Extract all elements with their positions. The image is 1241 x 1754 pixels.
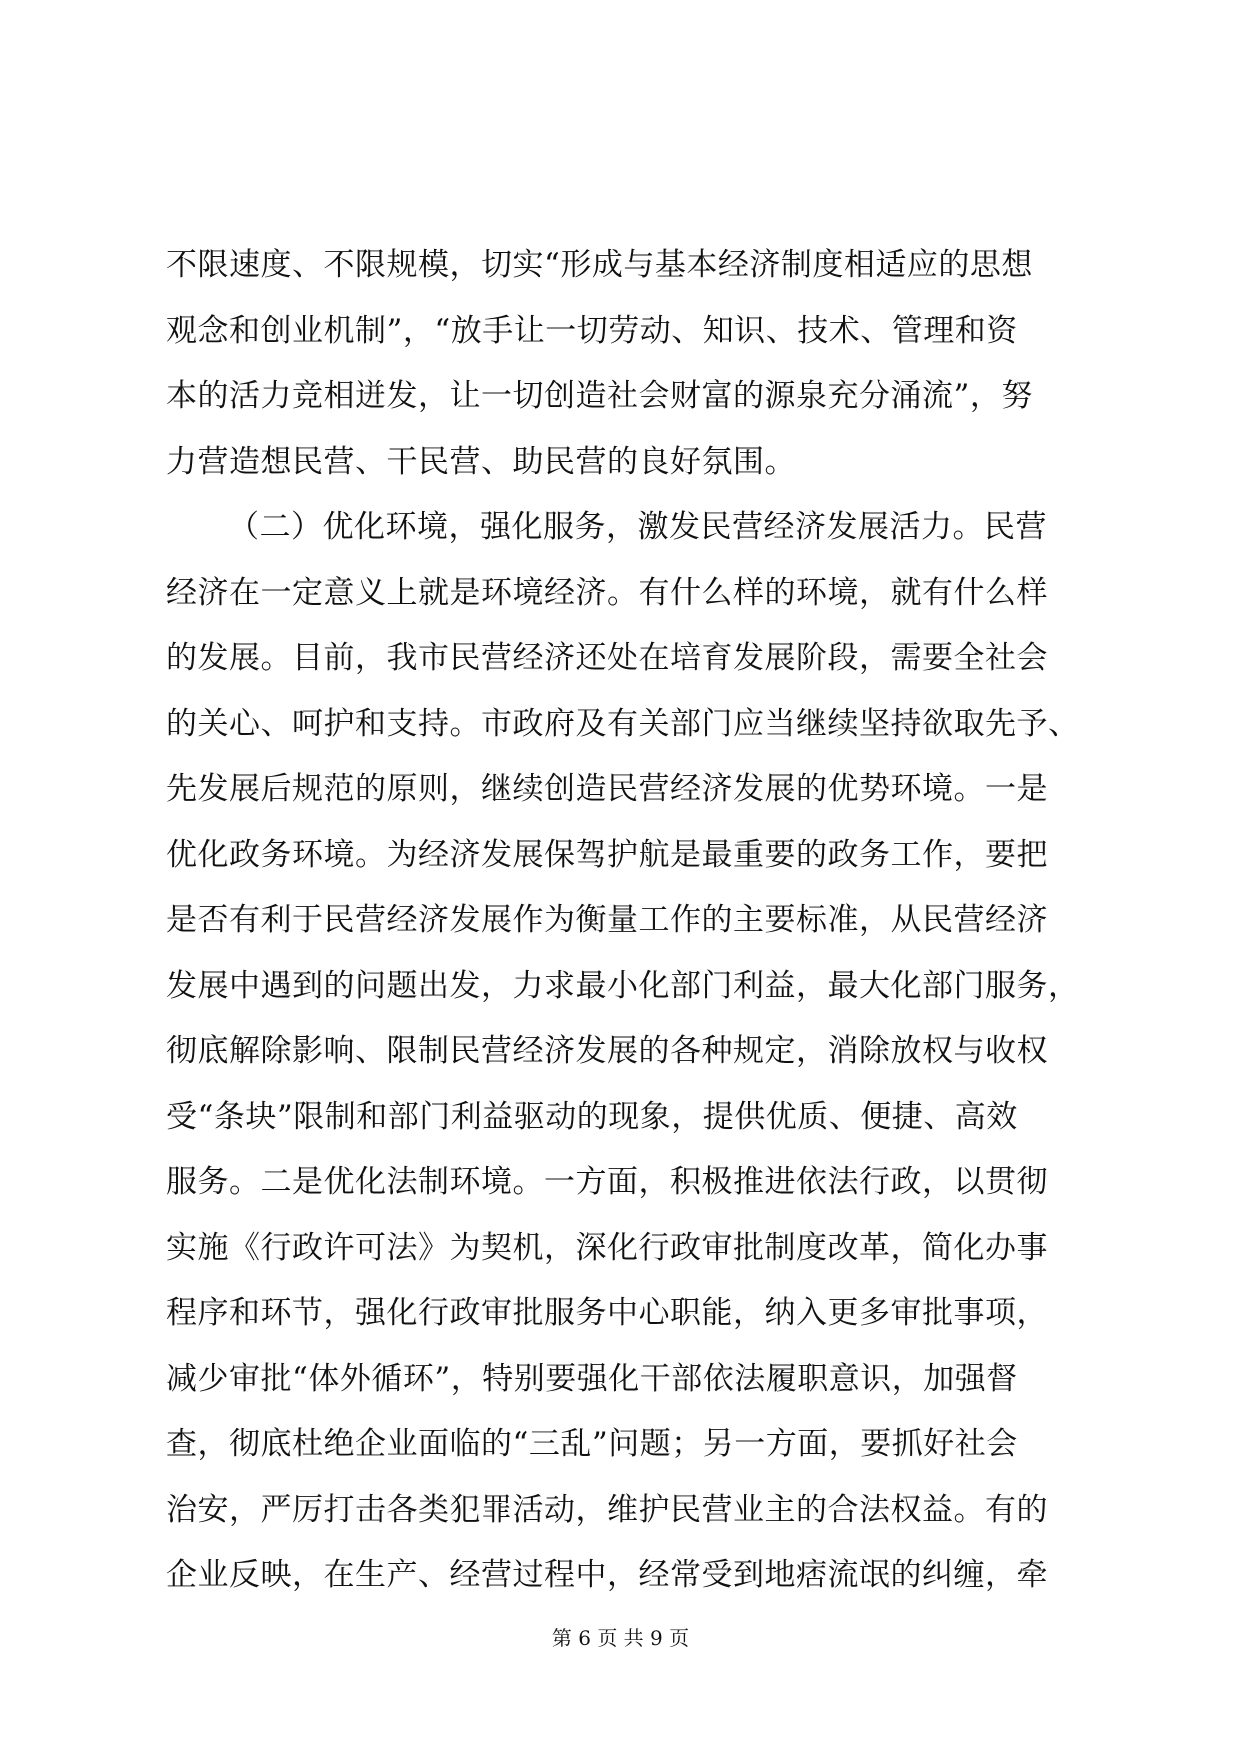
text-line: 本的活力竞相迸发，让一切创造社会财富的源泉充分涌流”，努 (166, 378, 1033, 414)
text-line: 发展中遇到的问题出发，力求最小化部门利益，最大化部门服务， (166, 967, 1080, 1004)
text-line: 力营造想民营、干民营、助民营的良好氛围。 (166, 443, 796, 480)
text-line: 经济在一定意义上就是环境经济。有什么样的环境，就有什么样 (166, 574, 1048, 611)
text-line: 的关心、呵护和支持。市政府及有关部门应当继续坚持欲取先予、 (166, 705, 1080, 742)
text-line: 观念和创业机制”，“放手让一切劳动、知识、技术、管理和资 (166, 312, 1018, 349)
text-line: 查，彻底杜绝企业面临的“三乱”问题；另一方面，要抓好社会 (166, 1426, 1018, 1462)
section-heading-line: （二）优化环境，强化服务，激发民营经济发展活力。民营 (228, 509, 1047, 545)
text-line: 治安，严厉打击各类犯罪活动，维护民营业主的合法权益。有的 (166, 1491, 1048, 1528)
page-number-footer: 第 6 页 共 9 页 (551, 1626, 690, 1650)
text-line: 先发展后规范的原则，继续创造民营经济发展的优势环境。一是 (166, 771, 1048, 807)
text-line: 受“条块”限制和部门利益驱动的现象，提供优质、便捷、高效 (166, 1098, 1018, 1135)
text-line: 服务。二是优化法制环境。一方面，积极推进依法行政，以贯彻 (166, 1164, 1048, 1200)
text-line: 减少审批“体外循环”，特别要强化干部依法履职意识，加强督 (166, 1360, 1018, 1397)
body-text (166, 233, 1078, 1609)
text-line: 程序和环节，强化行政审批服务中心职能，纳入更多审批事项， (166, 1295, 1048, 1331)
text-line: 实施《行政许可法》为契机，深化行政审批制度改革，简化办事 (166, 1229, 1048, 1266)
text-line: 是否有利于民营经济发展作为衡量工作的主要标准，从民营经济 (166, 902, 1048, 938)
text-line: 优化政务环境。为经济发展保驾护航是最重要的政务工作，要把 (166, 836, 1048, 873)
text-line: 不限速度、不限规模，切实“形成与基本经济制度相适应的思想 (166, 247, 1033, 283)
text-line: 的发展。目前，我市民营经济还处在培育发展阶段，需要全社会 (166, 640, 1048, 676)
text-line: 企业反映，在生产、经营过程中，经常受到地痞流氓的纠缠，牵 (166, 1557, 1048, 1593)
text-line: 彻底解除影响、限制民营经济发展的各种规定，消除放权与收权 (166, 1033, 1048, 1069)
